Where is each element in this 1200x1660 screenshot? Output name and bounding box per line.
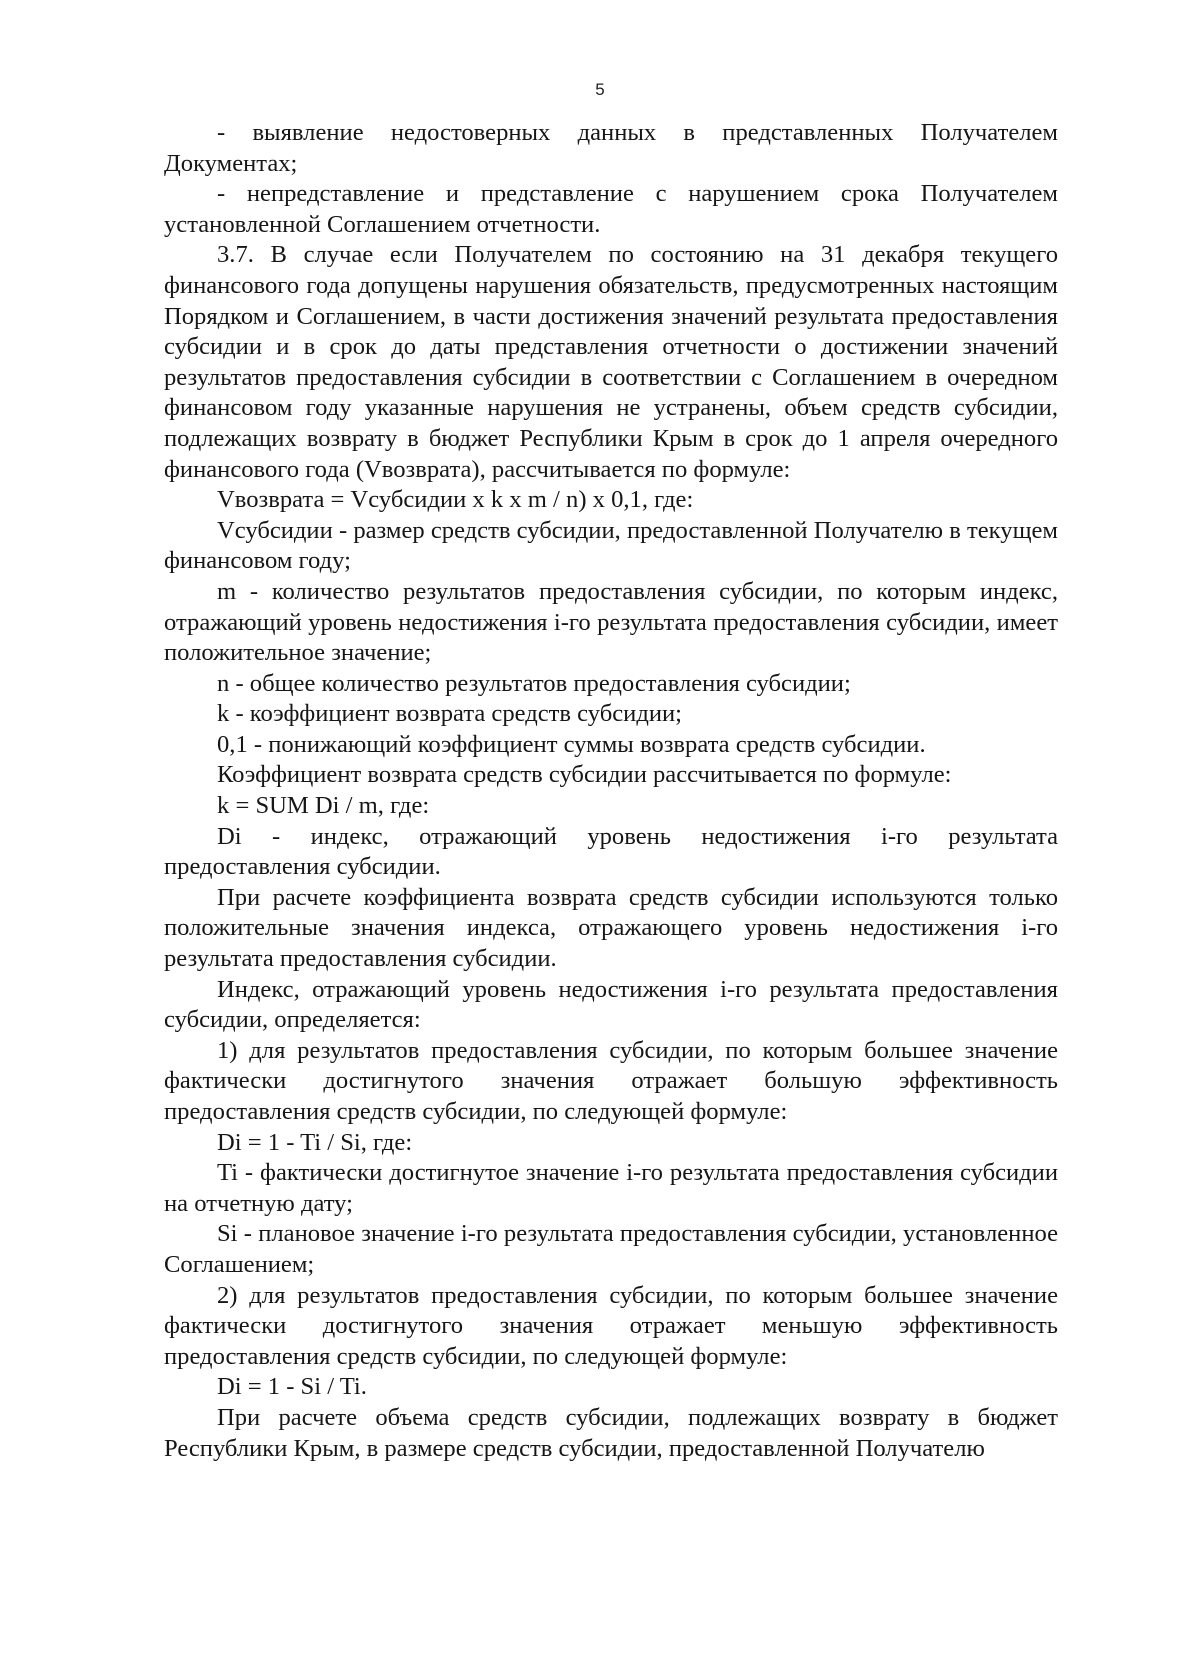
paragraph-case-1: 1) для результатов предоставления субсидии, по которым большее значение фактически достигнутого значения отражает большую эффективность предоставления средств субсидии, по следующей формуле: [164, 1036, 1058, 1125]
paragraph-return-calculation: При расчете объема средств субсидии, подлежащих возврату в бюджет Республики Крым, в размере средств субсидии, предоставленной Получателю [164, 1403, 1058, 1462]
paragraph-unreliable-data: - выявление недостоверных данных в представленных Получателем Документах; [164, 119, 1058, 177]
formula-v-return: Vвозврата = Vсубсидии x k x m / n) x 0,1, где: [217, 486, 694, 514]
paragraph-index-determined: Индекс, отражающий уровень недостижения i-го результата предоставления субсидии, определяется: [164, 975, 1058, 1034]
paragraph-positive-values: При расчете коэффициента возврата средств субсидии используются только положительные значения индекса, отражающего уровень недостижения i-го результата предоставления субсидии. [164, 883, 1058, 973]
formula-di-case-1: Di = 1 - Ti / Si, где: [217, 1128, 413, 1156]
paragraph-k-formula-intro: Коэффициент возврата средств субсидии рассчитывается по формуле: [217, 761, 952, 789]
definition-si: Si - плановое значение i-го результата предоставления субсидии, установленное Соглашением; [164, 1220, 1058, 1278]
formula-di-case-2: Di = 1 - Si / Ti. [217, 1373, 367, 1401]
paragraph-case-2: 2) для результатов предоставления субсидии, по которым большее значение фактически достигнутого значения отражает меньшую эффективность предоставления средств субсидии, по следующей формуле: [164, 1281, 1058, 1370]
page-number: 5 [595, 80, 605, 99]
definition-k: k - коэффициент возврата средств субсидии; [217, 700, 682, 728]
document-body [164, 118, 1058, 1464]
definition-v-subsidy: Vсубсидии - размер средств субсидии, предоставленной Получателю в текущем финансовом году; [164, 516, 1058, 575]
paragraph-non-submission: - непредставление и представление с нарушением срока Получателем установленной Соглашением отчетности. [164, 180, 1058, 238]
paragraph-clause-3-7: 3.7. В случае если Получателем по состоянию на 31 декабря текущего финансового года допущены нарушения обязательств, предусмотренных настоящим Порядком и Соглашением, в части достижения значений результата предоставления субсидии и в срок до даты представления отчетности о достижении значений результатов предоставления субсидии в соответствии с Соглашением в очередном финансовом году указанные нарушения не устранены, объем средств субсидии, подлежащих возврату в бюджет Республики Крым в срок до 1 апреля очередного финансового года (Vвозврата), рассчитывается по формуле: [164, 241, 1058, 483]
formula-k: k = SUM Di / m, где: [217, 792, 430, 820]
definition-ti: Ti - фактически достигнутое значение i-го результата предоставления субсидии на отчетную дату; [164, 1159, 1058, 1217]
definition-reducing-coefficient: 0,1 - понижающий коэффициент суммы возврата средств субсидии. [217, 730, 926, 758]
definition-n: n - общее количество результатов предоставления субсидии; [217, 669, 851, 697]
definition-m: m - количество результатов предоставления субсидии, по которым индекс, отражающий уровень недостижения i-го результата предоставления субсидии, имеет положительное значение; [164, 577, 1058, 667]
definition-di: Di - индекс, отражающий уровень недостижения i-го результата предоставления субсидии. [164, 822, 1058, 881]
